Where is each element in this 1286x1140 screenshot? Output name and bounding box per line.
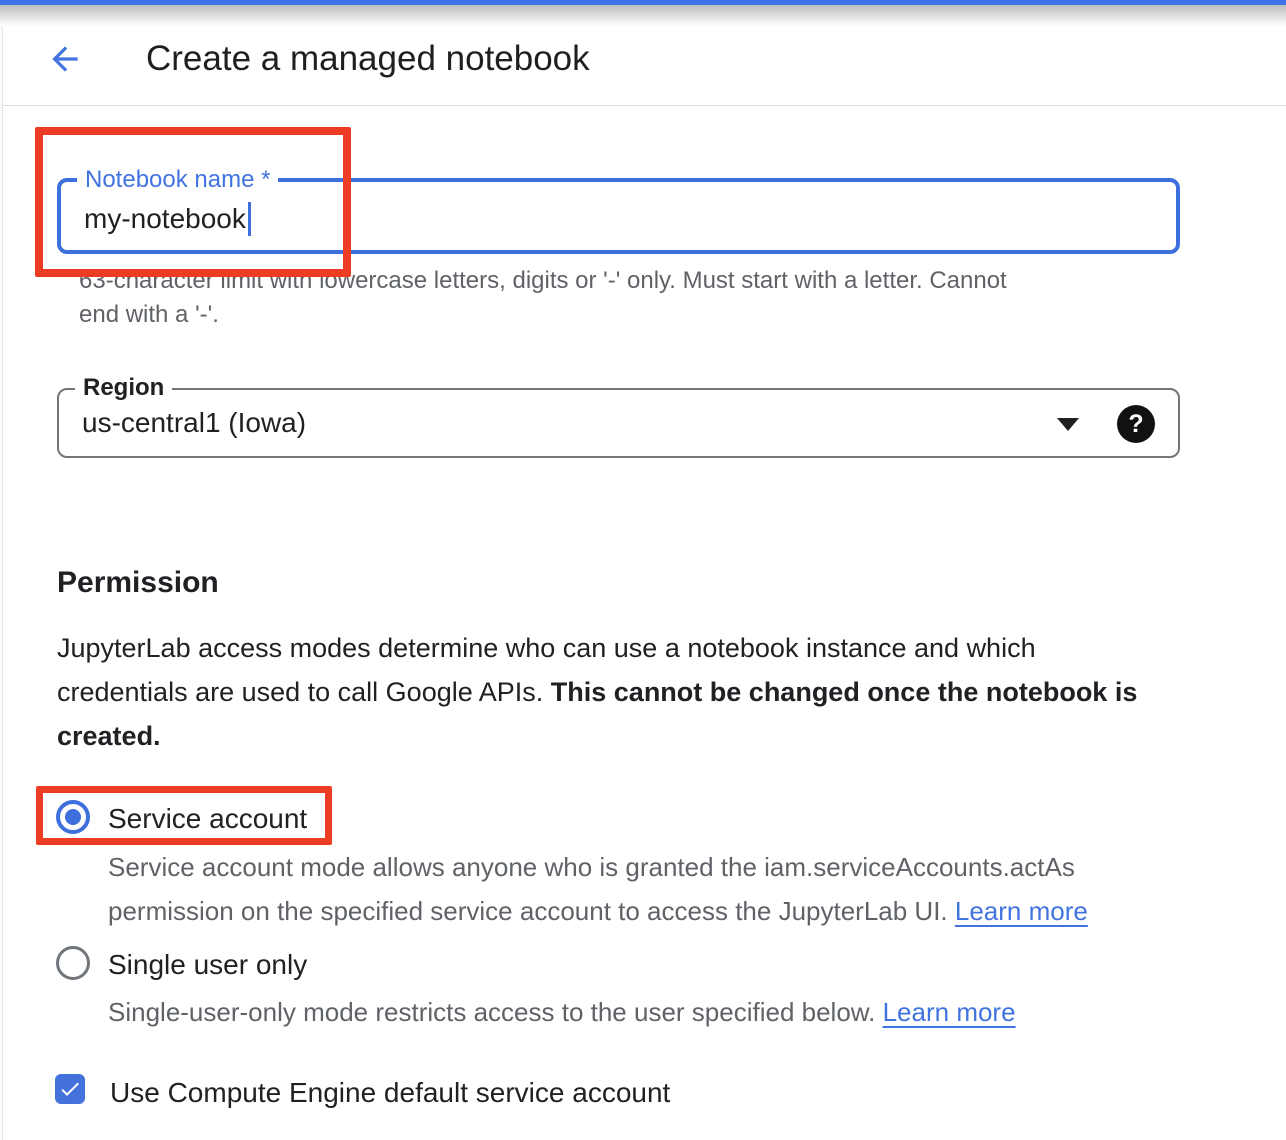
window-left-edge [0, 26, 3, 1140]
helper-line-2: end with a '-'. [79, 301, 219, 328]
region-label: Region [75, 373, 172, 403]
radio-label-service-account[interactable]: Service account [108, 803, 308, 834]
header-divider [0, 105, 1286, 106]
help-glyph: ? [1128, 409, 1144, 438]
intro-text-regular: credentials are used to call Google APIs. [57, 677, 551, 707]
single-user-description-text: Single-user-only mode restricts access to the user specified below. [108, 997, 876, 1027]
radio-label-single-user[interactable]: Single user only [108, 949, 308, 980]
service-account-description-line-1: Service account mode allows anyone who is granted the iam.serviceAccounts.actAs [108, 852, 1075, 882]
back-arrow-icon [46, 40, 84, 78]
compute-engine-checkbox[interactable] [55, 1074, 85, 1104]
notebook-name-value: my-notebook [84, 203, 246, 234]
permission-intro [57, 626, 1137, 758]
annotation-box-service-account [36, 786, 332, 845]
intro-text-bold: This cannot be changed once the notebook is [550, 677, 1138, 707]
helper-line-1: 63-character limit with lowercase letters, digits or '-' only. Must start with a letter. Cannot [79, 267, 1007, 294]
service-account-description-line-2 [108, 889, 1088, 933]
radio-button-single-user[interactable] [56, 946, 90, 980]
dropdown-arrow-icon[interactable] [1057, 418, 1079, 431]
back-button[interactable] [46, 39, 86, 79]
service-account-description [108, 845, 1088, 933]
notebook-name-label: Notebook name * [77, 165, 278, 195]
learn-more-link-service-account[interactable]: Learn more [954, 896, 1088, 926]
checkbox-check-icon [58, 1077, 82, 1101]
compute-engine-checkbox-label[interactable]: Use Compute Engine default service account [110, 1077, 671, 1108]
permission-intro-line-2 [57, 670, 1137, 714]
region-select[interactable] [57, 374, 1180, 458]
help-icon[interactable] [1117, 405, 1155, 443]
header [0, 5, 1286, 105]
intro-text-regular: JupyterLab access modes determine who can use a notebook instance and which [57, 633, 1036, 663]
annotation-box-notebook-name [35, 127, 351, 277]
region-value: us-central1 (Iowa) [82, 407, 307, 438]
page-title: Create a managed notebook [146, 39, 590, 78]
permission-heading: Permission [57, 566, 219, 599]
permission-intro-line-3: created. [57, 721, 161, 751]
permission-intro-line-1 [57, 626, 1137, 670]
single-user-description-line-1 [108, 990, 1016, 1034]
service-account-description-text: permission on the specified service account to access the JupyterLab UI. [108, 896, 948, 926]
single-user-description [108, 990, 1016, 1034]
learn-more-link-single-user[interactable]: Learn more [882, 997, 1016, 1027]
